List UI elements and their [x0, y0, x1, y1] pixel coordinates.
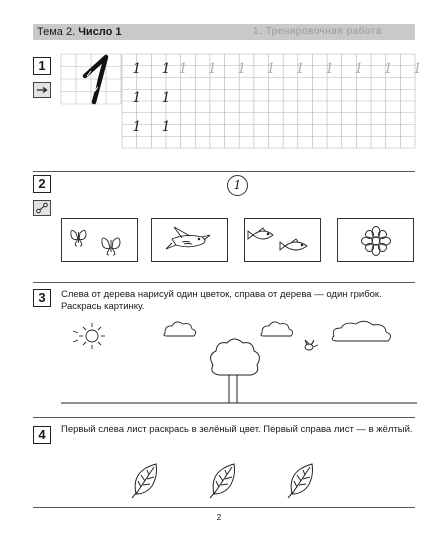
butterflies-icon	[62, 219, 139, 263]
task-3-number: 3	[33, 289, 51, 307]
task-2-number: 2	[33, 175, 51, 193]
leaf-icon[interactable]	[132, 464, 157, 498]
footer-line	[33, 507, 415, 508]
faint-background-text: 1. Тренировочная работа	[253, 26, 382, 37]
practice-digit: 1	[161, 119, 171, 135]
bird-icon	[152, 219, 229, 263]
sun-icon	[73, 323, 105, 349]
separator-line	[33, 282, 415, 283]
practice-digit: 1	[161, 90, 171, 106]
leaf-icon[interactable]	[210, 464, 235, 498]
big-digit-one-icon	[85, 57, 106, 102]
topic-title: Число 1	[78, 26, 122, 38]
practice-digit: 1	[325, 61, 335, 77]
task-1-icon-box	[33, 82, 51, 98]
practice-digit: 1	[266, 61, 276, 77]
tree-icon	[211, 339, 260, 403]
practice-digit: 1	[383, 61, 393, 77]
cloud-icon	[164, 321, 391, 341]
practice-digit: 1	[132, 61, 142, 77]
task-4-instruction: Первый слева лист раскрась в зелёный цвет. Первый справа лист — в жёлтый.	[61, 424, 413, 435]
practice-digit: 1	[178, 61, 188, 77]
practice-digit: 1	[132, 90, 142, 106]
picture-bird[interactable]	[151, 218, 228, 262]
topic-label: Тема 2.	[37, 26, 76, 38]
fish-icon	[245, 219, 322, 263]
picture-flower[interactable]	[337, 218, 414, 262]
task-2-icon-box	[33, 200, 51, 216]
practice-digit: 1	[295, 61, 305, 77]
picture-butterflies[interactable]	[61, 218, 138, 262]
practice-digit: 1	[237, 61, 247, 77]
practice-digit: 1	[207, 61, 217, 77]
writing-grid	[122, 54, 422, 148]
practice-digit: 1	[354, 61, 364, 77]
scene-illustration	[61, 315, 417, 415]
page-number: 2	[216, 513, 222, 522]
sample-digit-cell	[61, 54, 121, 104]
separator-line	[33, 417, 415, 418]
task-3-instruction: Слева от дерева нарисуй один цветок, справа от дерева — один грибок. Раскрась картинку.	[61, 289, 382, 312]
arrow-right-icon	[36, 86, 48, 94]
bee-icon	[305, 340, 318, 350]
task-4-number: 4	[33, 426, 51, 444]
leaves-row	[130, 462, 340, 500]
task-1-number: 1	[33, 57, 51, 75]
flower-icon	[338, 219, 415, 263]
topic-header	[33, 24, 415, 40]
practice-digit: 1	[413, 61, 422, 77]
practice-digit: 1	[161, 61, 171, 77]
connect-dots-icon	[36, 203, 48, 213]
picture-fish[interactable]	[244, 218, 321, 262]
practice-digit: 1	[132, 119, 142, 135]
leaf-icon[interactable]	[288, 464, 313, 498]
separator-line	[33, 171, 415, 172]
pattern-digit-circle[interactable]: 1	[227, 175, 248, 196]
